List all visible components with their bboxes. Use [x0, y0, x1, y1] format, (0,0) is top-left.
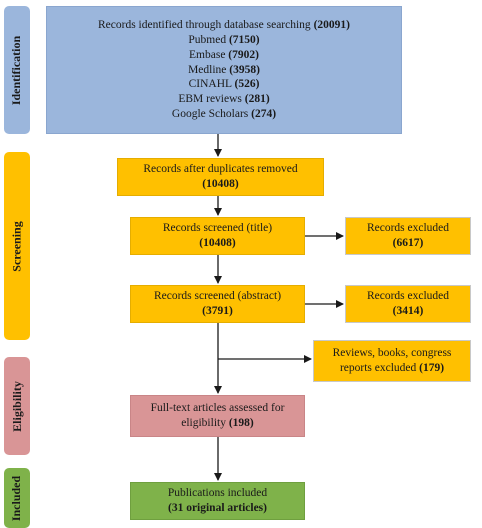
title-excluded-label: Records excluded [366, 222, 450, 235]
reviews-excluded-count: (179) [419, 362, 445, 374]
source-name: Pubmed [188, 34, 227, 47]
phase-screening-text: Screening [9, 220, 24, 272]
duplicates-label: Records after duplicates removed [143, 163, 298, 176]
title-screened-count: (10408) [199, 237, 236, 249]
source-count: (526) [234, 78, 260, 91]
included-label: Publications included [167, 487, 268, 500]
phase-eligibility-text: Eligibility [9, 380, 24, 432]
abstract-screened-label: Records screened (abstract) [153, 290, 282, 303]
title-excluded-count: (6617) [392, 237, 424, 249]
abstract-excluded-label: Records excluded [366, 290, 450, 303]
source-count: (274) [251, 107, 277, 120]
source-name: CINAHL [188, 78, 232, 91]
source-count: (7902) [228, 48, 259, 61]
identification-total: (20091) [313, 19, 350, 32]
fulltext-line2: eligibility [181, 417, 226, 429]
fulltext-count: (198) [228, 417, 254, 429]
source-count: (3958) [229, 63, 260, 76]
source-name: Medline [188, 63, 227, 76]
source-name: EBM reviews [178, 93, 242, 106]
abstract-excluded-count: (3414) [392, 305, 424, 317]
source-name: Google Scholars [171, 107, 249, 120]
phase-included-text: Included [9, 475, 24, 521]
source-count: (281) [244, 93, 270, 106]
fulltext-line1: Full-text articles assessed for [150, 402, 285, 415]
identification-title: Records identified through database searching [98, 19, 311, 32]
title-screened-label: Records screened (title) [162, 222, 273, 235]
source-name: Embase [189, 48, 226, 61]
phase-identification-text: Identification [9, 35, 24, 105]
reviews-excluded-line2: reports excluded [339, 362, 417, 374]
included-count: (31 original articles) [167, 502, 267, 514]
reviews-excluded-line1: Reviews, books, congress [332, 347, 452, 360]
abstract-screened-count: (3791) [202, 305, 233, 317]
source-count: (7150) [228, 34, 260, 47]
duplicates-count: (10408) [202, 178, 239, 190]
